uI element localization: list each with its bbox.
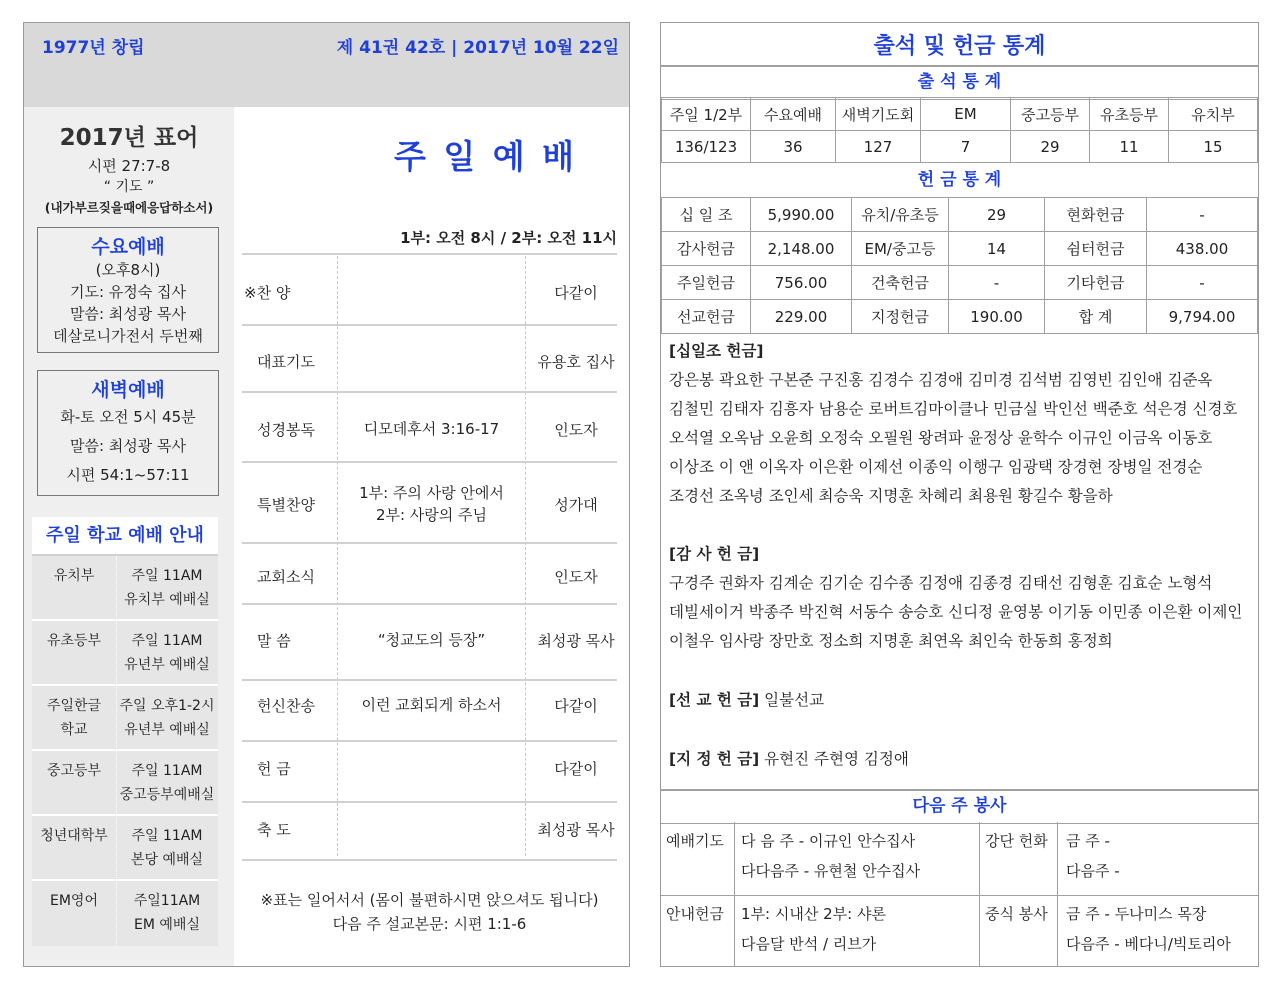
order-leader: 인도자 bbox=[554, 421, 598, 439]
issue-text: 제 41권 42호 | 2017년 10월 22일 bbox=[336, 38, 619, 58]
attendance-header: 주일 1/2부 bbox=[662, 98, 751, 131]
wednesday-prayer: 기도: 유정숙 집사 bbox=[69, 283, 187, 301]
school-row bbox=[32, 881, 218, 944]
school-row bbox=[32, 686, 218, 751]
motto-verse: 시편 27:7-8 bbox=[87, 157, 171, 175]
school-title: 주일 학교 예배 안내 bbox=[46, 525, 204, 546]
service-value: 1부: 시내산 2부: 샤론 bbox=[741, 905, 886, 923]
dawn-text: 시편 54:1~57:11 bbox=[66, 466, 190, 484]
attendance-title: 출 석 통 계 bbox=[917, 72, 1002, 92]
motto-theme: “ 기도 ” bbox=[103, 179, 155, 195]
service-value: 다음주 - bbox=[1066, 862, 1120, 880]
mission-text: 일불선교 bbox=[759, 691, 825, 709]
school-dept: 유치부 bbox=[53, 568, 95, 584]
dawn-time: 화-토 오전 5시 45분 bbox=[60, 408, 196, 426]
school-place: EM 예배실 bbox=[134, 917, 200, 933]
worship-note: ※표는 일어서서 (몸이 불편하시면 앉으셔도 됩니다) bbox=[260, 891, 599, 909]
attendance-value: 127 bbox=[836, 131, 921, 163]
offering-cell: 선교헌금 bbox=[662, 300, 751, 334]
motto-title: 2017년 표어 bbox=[59, 125, 199, 151]
tithe-label: [십일조 헌금] bbox=[669, 342, 764, 360]
worship-title: 주 일 예 배 bbox=[394, 137, 577, 176]
school-place: 유치부 예배실 bbox=[124, 592, 210, 608]
order-content: “청교도의 등장” bbox=[377, 631, 486, 649]
school-row bbox=[32, 556, 218, 621]
offering-cell: 9,794.00 bbox=[1147, 300, 1258, 334]
service-table bbox=[661, 822, 1258, 966]
service-label: 중식 봉사 bbox=[985, 905, 1048, 923]
school-time: 주일 11AM bbox=[131, 568, 203, 584]
order-leader: 성가대 bbox=[554, 496, 598, 514]
school-place: 유년부 예배실 bbox=[124, 722, 210, 738]
order-leader: 최성광 목사 bbox=[537, 632, 615, 650]
tithe-section bbox=[669, 337, 1253, 511]
order-item: ※찬 양 bbox=[244, 284, 291, 302]
order-item: 특별찬양 bbox=[257, 496, 315, 514]
offering-cell: 쉼터헌금 bbox=[1045, 232, 1147, 266]
thanks-section bbox=[669, 540, 1253, 656]
mission-label: [선 교 헌 금] bbox=[669, 691, 760, 709]
school-dept: 중고등부 bbox=[46, 763, 102, 779]
offering-cell: 190.00 bbox=[949, 300, 1045, 334]
school-time: 주일 11AM bbox=[131, 633, 203, 649]
service-value: 다다음주 - 유현철 안수집사 bbox=[741, 862, 921, 880]
motto-phrase: (내가부르짖을때에응답하소서) bbox=[44, 200, 214, 215]
order-leader: 인도자 bbox=[554, 568, 598, 586]
school-time: 주일 11AM bbox=[131, 828, 203, 844]
service-value: 금 주 - bbox=[1066, 832, 1110, 850]
school-dept: 청년대학부 bbox=[40, 828, 108, 844]
order-content: 1부: 주의 사랑 안에서 bbox=[359, 484, 504, 502]
attendance-header: 유치부 bbox=[1169, 98, 1258, 131]
next-sermon-text: 다음 주 설교본문: 시편 1:1-6 bbox=[332, 915, 527, 933]
thanks-line: 구경주 권화자 김계순 김기순 김수종 김정애 김종경 김태선 김형훈 김효순 노형석 bbox=[669, 574, 1213, 592]
service-value: 다음주 - 베다니/빅토리아 bbox=[1066, 935, 1231, 953]
offering-cell: 29 bbox=[949, 198, 1045, 232]
school-place: 중고등부예배실 bbox=[119, 787, 215, 803]
offering-cell: - bbox=[1147, 266, 1258, 300]
order-content-line2: 2부: 사랑의 주님 bbox=[375, 506, 488, 524]
order-content: 이런 교회되게 하소서 bbox=[361, 696, 502, 714]
order-item: 교회소식 bbox=[257, 568, 315, 586]
offering-title-bar bbox=[661, 164, 1258, 198]
attendance-value: 15 bbox=[1169, 131, 1258, 163]
designated-text: 유현진 주현영 김정애 bbox=[759, 750, 909, 768]
offering-cell: 기타헌금 bbox=[1045, 266, 1147, 300]
service-label: 강단 헌화 bbox=[985, 832, 1048, 850]
order-leader: 다같이 bbox=[554, 760, 598, 778]
tithe-line: 강은봉 곽요한 구본준 구진홍 김경수 김경애 김미경 김석범 김영빈 김인애 김준옥 bbox=[669, 371, 1213, 389]
order-item: 대표기도 bbox=[257, 353, 315, 371]
order-leader: 유용호 집사 bbox=[537, 353, 615, 371]
dawn-box bbox=[37, 370, 219, 496]
founded-text: 1977년 창립 bbox=[42, 38, 145, 58]
right-page bbox=[660, 22, 1259, 967]
offering-cell: 유치/유초등 bbox=[852, 198, 949, 232]
offering-cell: - bbox=[1147, 198, 1258, 232]
school-time: 주일 오후1-2시 bbox=[119, 698, 215, 714]
wednesday-time: (오후8시) bbox=[95, 261, 161, 279]
attendance-table bbox=[661, 97, 1258, 163]
offering-cell: 합 계 bbox=[1045, 300, 1147, 334]
service-value: 금 주 - 두나미스 목장 bbox=[1066, 905, 1207, 923]
attendance-value: 36 bbox=[751, 131, 836, 163]
offering-cell: - bbox=[949, 266, 1045, 300]
order-item: 축 도 bbox=[257, 821, 291, 839]
worship-times: 1부: 오전 8시 / 2부: 오전 11시 bbox=[400, 229, 617, 247]
school-dept: EM영어 bbox=[50, 893, 98, 909]
offering-cell: 주일헌금 bbox=[662, 266, 751, 300]
offering-cell: 438.00 bbox=[1147, 232, 1258, 266]
offering-cell: 지정헌금 bbox=[852, 300, 949, 334]
attendance-header: EM bbox=[921, 98, 1011, 131]
school-row bbox=[32, 621, 218, 686]
attendance-value: 29 bbox=[1011, 131, 1090, 163]
attendance-title-bar bbox=[661, 65, 1258, 100]
motto bbox=[24, 119, 234, 216]
order-item: 헌신찬송 bbox=[257, 697, 315, 715]
attendance-header: 수요예배 bbox=[751, 98, 836, 131]
tithe-line: 오석열 오옥남 오윤희 오정숙 오필원 왕려파 윤정상 윤학수 이규인 이금옥 이동호 bbox=[669, 429, 1213, 447]
school-title-bar bbox=[32, 517, 218, 556]
school-table bbox=[32, 556, 218, 946]
wednesday-sermon: 말씀: 최성광 목사 bbox=[69, 305, 187, 323]
school-row bbox=[32, 751, 218, 816]
service-label: 예배기도 bbox=[666, 832, 724, 850]
wednesday-title: 수요예배 bbox=[91, 236, 165, 258]
tithe-line: 김철민 김태자 김흥자 남용순 로버트김마이클나 민금실 박인선 백준호 석은경 신경호 bbox=[669, 400, 1238, 418]
offering-cell: 2,148.00 bbox=[751, 232, 852, 266]
attendance-value: 7 bbox=[921, 131, 1011, 163]
wednesday-box bbox=[37, 227, 219, 353]
offering-cell: 5,990.00 bbox=[751, 198, 852, 232]
offering-cell: 현화헌금 bbox=[1045, 198, 1147, 232]
tithe-line: 조경선 조옥녕 조인세 최승욱 지명훈 차혜리 최용원 황길수 황을하 bbox=[669, 487, 1113, 505]
school-place: 유년부 예배실 bbox=[124, 657, 210, 673]
order-item: 성경봉독 bbox=[257, 421, 315, 439]
school-dept: 주일한글 bbox=[46, 698, 102, 714]
offering-cell: 건축헌금 bbox=[852, 266, 949, 300]
designated-section bbox=[669, 745, 1253, 774]
service-title: 다음 주 봉사 bbox=[912, 796, 1007, 816]
order-item: 헌 금 bbox=[257, 760, 291, 778]
thanks-line: 이철우 임사랑 장만호 정소희 지명훈 최연옥 최인숙 한동희 홍정희 bbox=[669, 632, 1113, 650]
service-title-bar bbox=[661, 789, 1258, 824]
school-dept-line2: 학교 bbox=[60, 722, 88, 738]
stats-title: 출석 및 헌금 통계 bbox=[873, 34, 1046, 59]
offering-cell: 14 bbox=[949, 232, 1045, 266]
dawn-sermon: 말씀: 최성광 목사 bbox=[69, 437, 187, 455]
designated-label: [지 정 헌 금] bbox=[669, 750, 760, 768]
left-sidebar bbox=[24, 107, 234, 966]
attendance-header: 중고등부 bbox=[1011, 98, 1090, 131]
order-item: 말 씀 bbox=[257, 632, 291, 650]
attendance-value: 11 bbox=[1090, 131, 1169, 163]
offering-cell: 229.00 bbox=[751, 300, 852, 334]
order-leader: 최성광 목사 bbox=[537, 821, 615, 839]
offering-cell: 감사헌금 bbox=[662, 232, 751, 266]
attendance-header: 새벽기도회 bbox=[836, 98, 921, 131]
left-header bbox=[24, 23, 629, 107]
offering-cell: 십 일 조 bbox=[662, 198, 751, 232]
school-time: 주일11AM bbox=[133, 893, 201, 909]
school-place: 본당 예배실 bbox=[130, 852, 204, 868]
offering-table bbox=[661, 197, 1258, 334]
order-leader: 다같이 bbox=[554, 284, 598, 302]
tithe-line: 이상조 이 앤 이옥자 이은환 이제선 이종익 이행구 임광택 장경현 장병일 전경순 bbox=[669, 458, 1203, 476]
service-label: 안내헌금 bbox=[666, 905, 724, 923]
school-row bbox=[32, 816, 218, 881]
attendance-value: 136/123 bbox=[662, 131, 751, 163]
wednesday-text: 데살로니가전서 두번째 bbox=[53, 327, 203, 345]
order-leader: 다같이 bbox=[554, 697, 598, 715]
offering-cell: EM/중고등 bbox=[852, 232, 949, 266]
mission-section bbox=[669, 686, 1253, 715]
dawn-title: 새벽예배 bbox=[91, 379, 165, 401]
thanks-label: [감 사 헌 금] bbox=[669, 545, 760, 563]
thanks-line: 데빌세이거 박종주 박진혁 서동수 송승호 신디정 윤영봉 이기동 이민종 이은환 이제인 bbox=[669, 603, 1243, 621]
attendance-header: 유초등부 bbox=[1090, 98, 1169, 131]
offering-cell: 756.00 bbox=[751, 266, 852, 300]
service-value: 다 음 주 - 이규인 안수집사 bbox=[741, 832, 916, 850]
service-value: 다음달 반석 / 리브가 bbox=[741, 935, 877, 953]
order-content: 디모데후서 3:16-17 bbox=[363, 420, 500, 438]
left-page bbox=[23, 22, 630, 967]
school-time: 주일 11AM bbox=[131, 763, 203, 779]
school-dept: 유초등부 bbox=[46, 633, 102, 649]
offering-title: 헌 금 통 계 bbox=[917, 170, 1002, 190]
